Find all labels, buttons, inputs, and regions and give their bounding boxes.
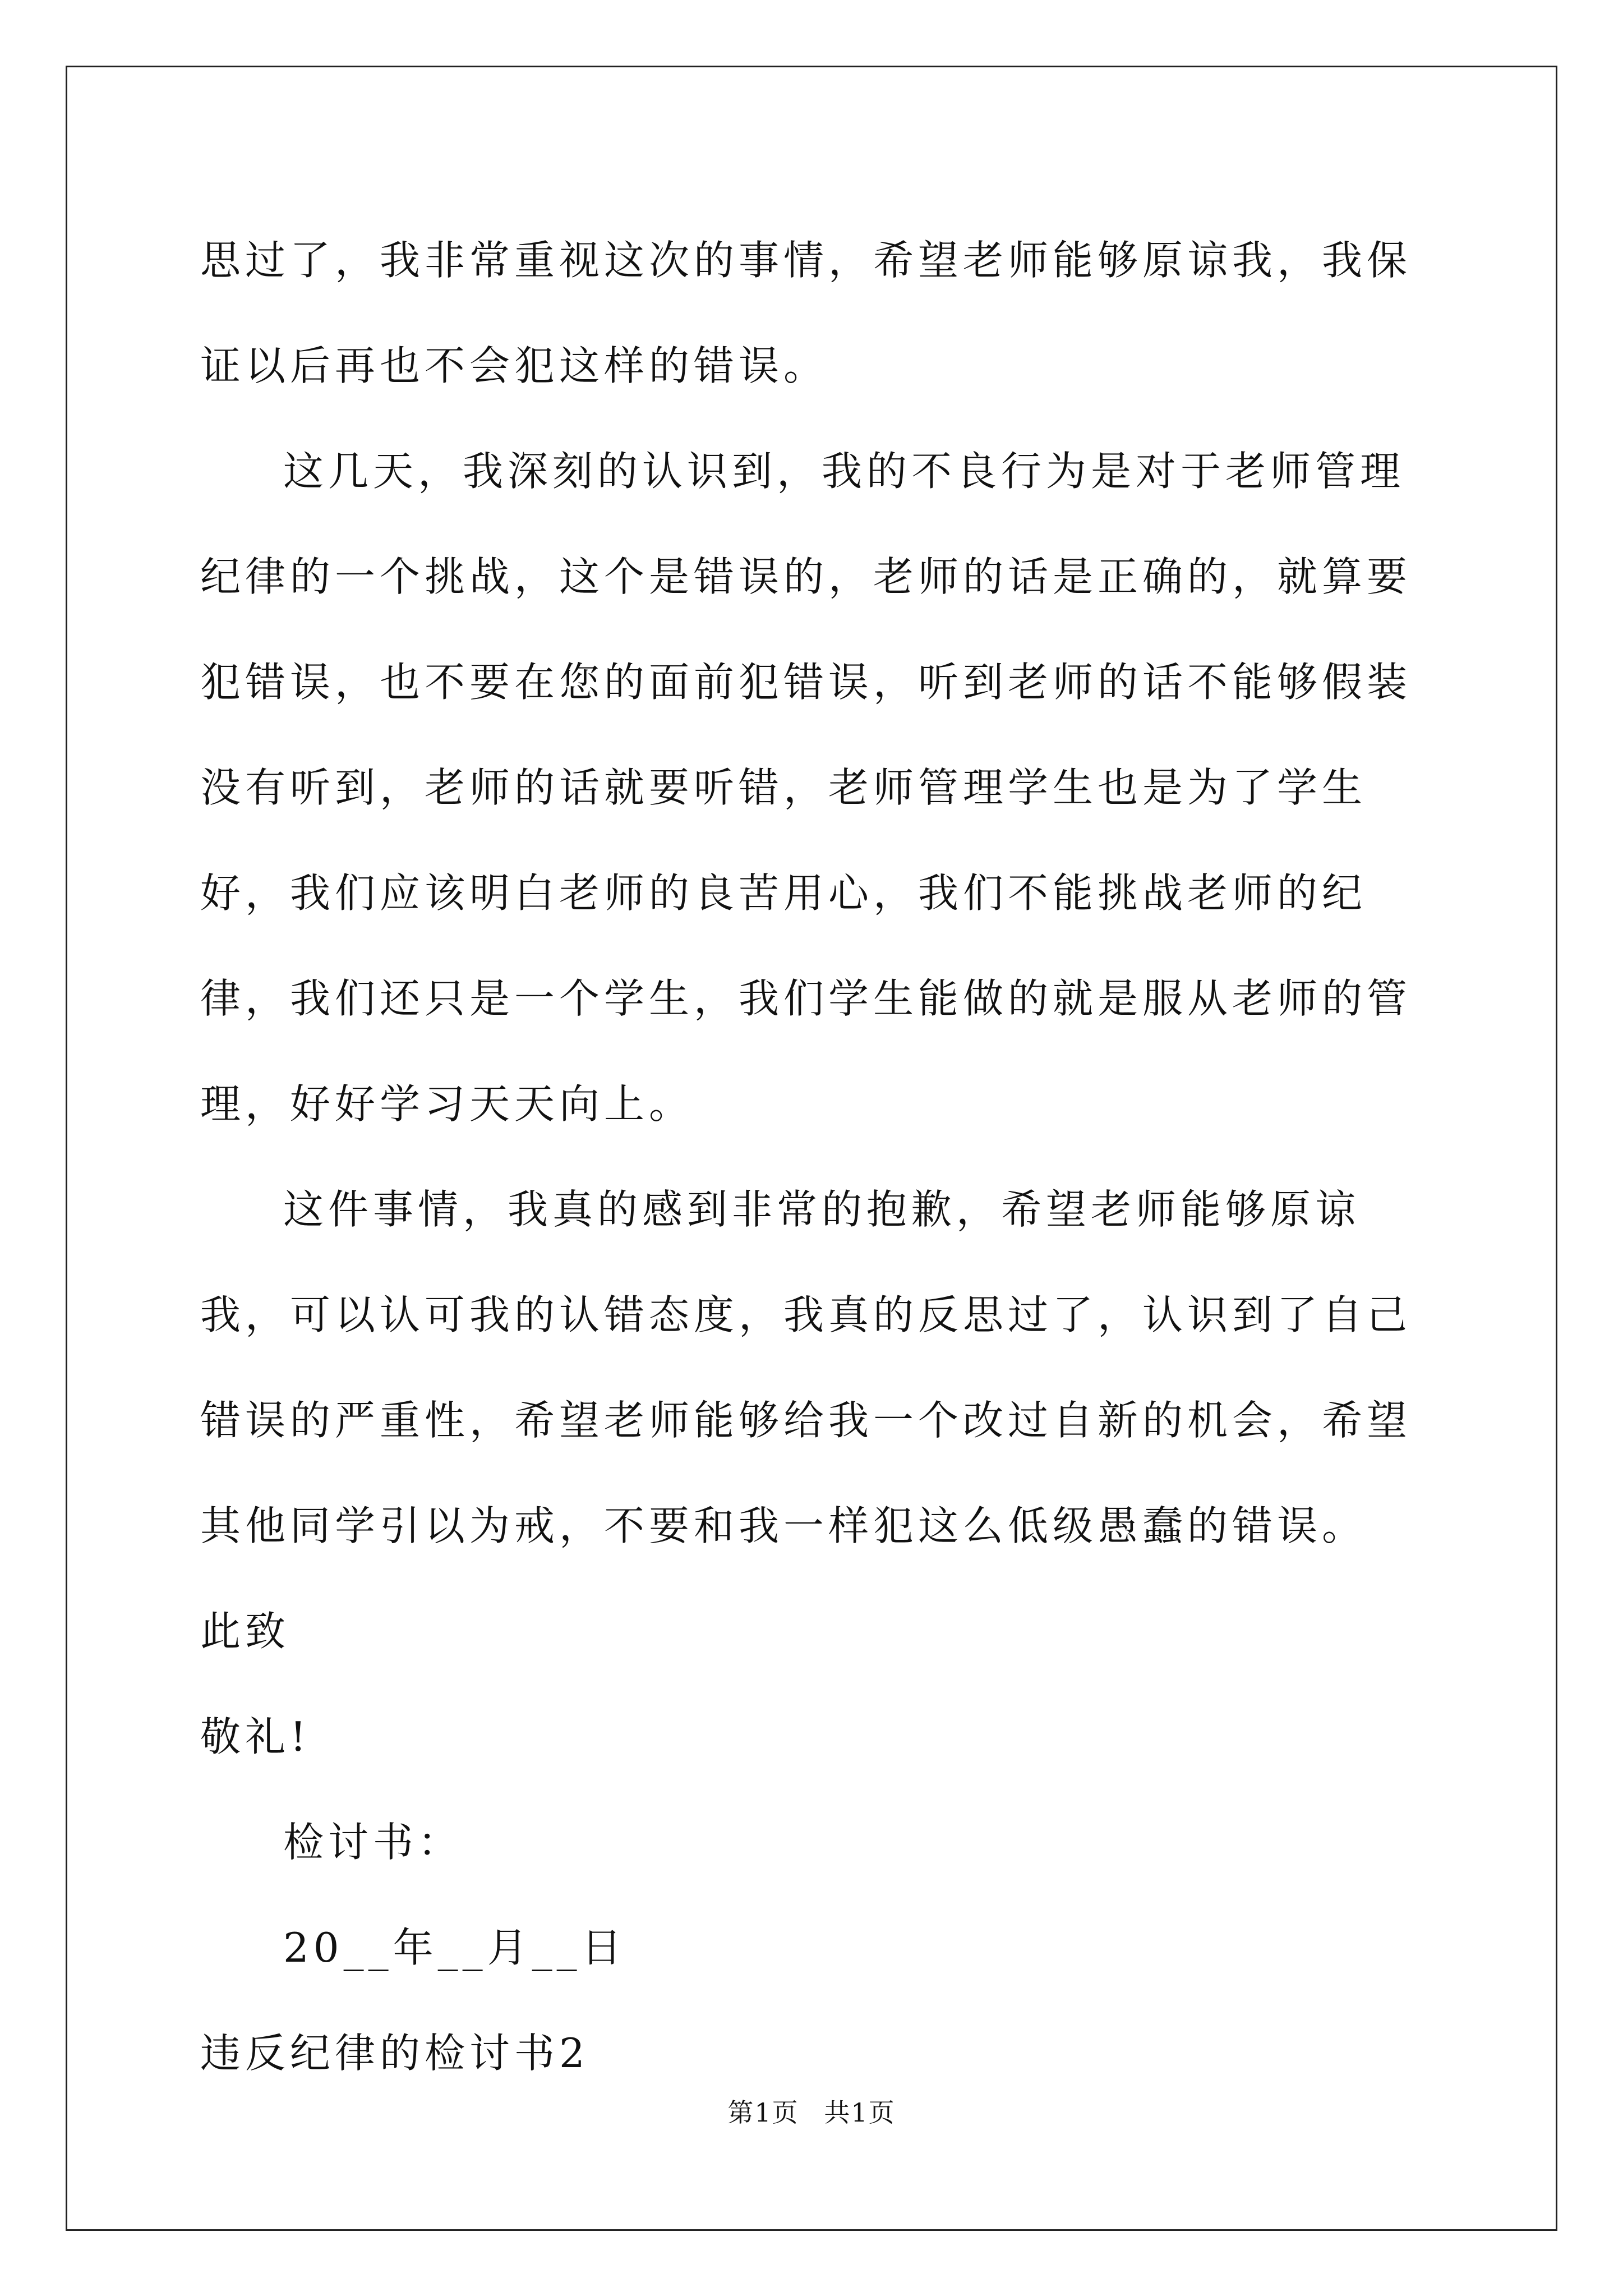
date-line: 20__年__月__日 [283, 1924, 626, 1971]
paragraph-3: 这件事情，我真的感到非常的抱歉，希望老师能够原谅我，可以认可我的认错态度，我真的反思过了，认识到了自己错误的严重性，希望老师能够给我一个改过自新的机会，希望其他同学引以为戒，不要和我一样犯这么低级愚蠢的错误。 [200, 1186, 1412, 1549]
page-footer [0, 2092, 1623, 2129]
document-body [200, 208, 1434, 2106]
paragraph-2: 这几天，我深刻的认识到，我的不良行为是对于老师管理纪律的一个挑战，这个是错误的，老师的话是正确的，就算要犯错误，也不要在您的面前犯错误，听到老师的话不能够假装没有听到，老师的话就要听错，老师管理学生也是为了学生好，我们应该明白老师的良苦用心，我们不能挑战老师的纪律，我们还只是一个学生，我们学生能做的就是服从老师的管理，好好学习天天向上。 [200, 448, 1412, 1128]
salute-text: 敬礼! [200, 1713, 311, 1760]
next-section-title: 违反纪律的检讨书2 [200, 2030, 589, 2077]
paragraph-1: 思过了，我非常重视这次的事情，希望老师能够原谅我，我保证以后再也不会犯这样的错误。 [200, 237, 1412, 389]
signature-label: 检讨书： [283, 1819, 463, 1866]
page-number-total: 共1页 [824, 2097, 896, 2128]
closing-text: 此致 [200, 1608, 291, 1655]
page-number-current: 第1页 [727, 2097, 799, 2128]
